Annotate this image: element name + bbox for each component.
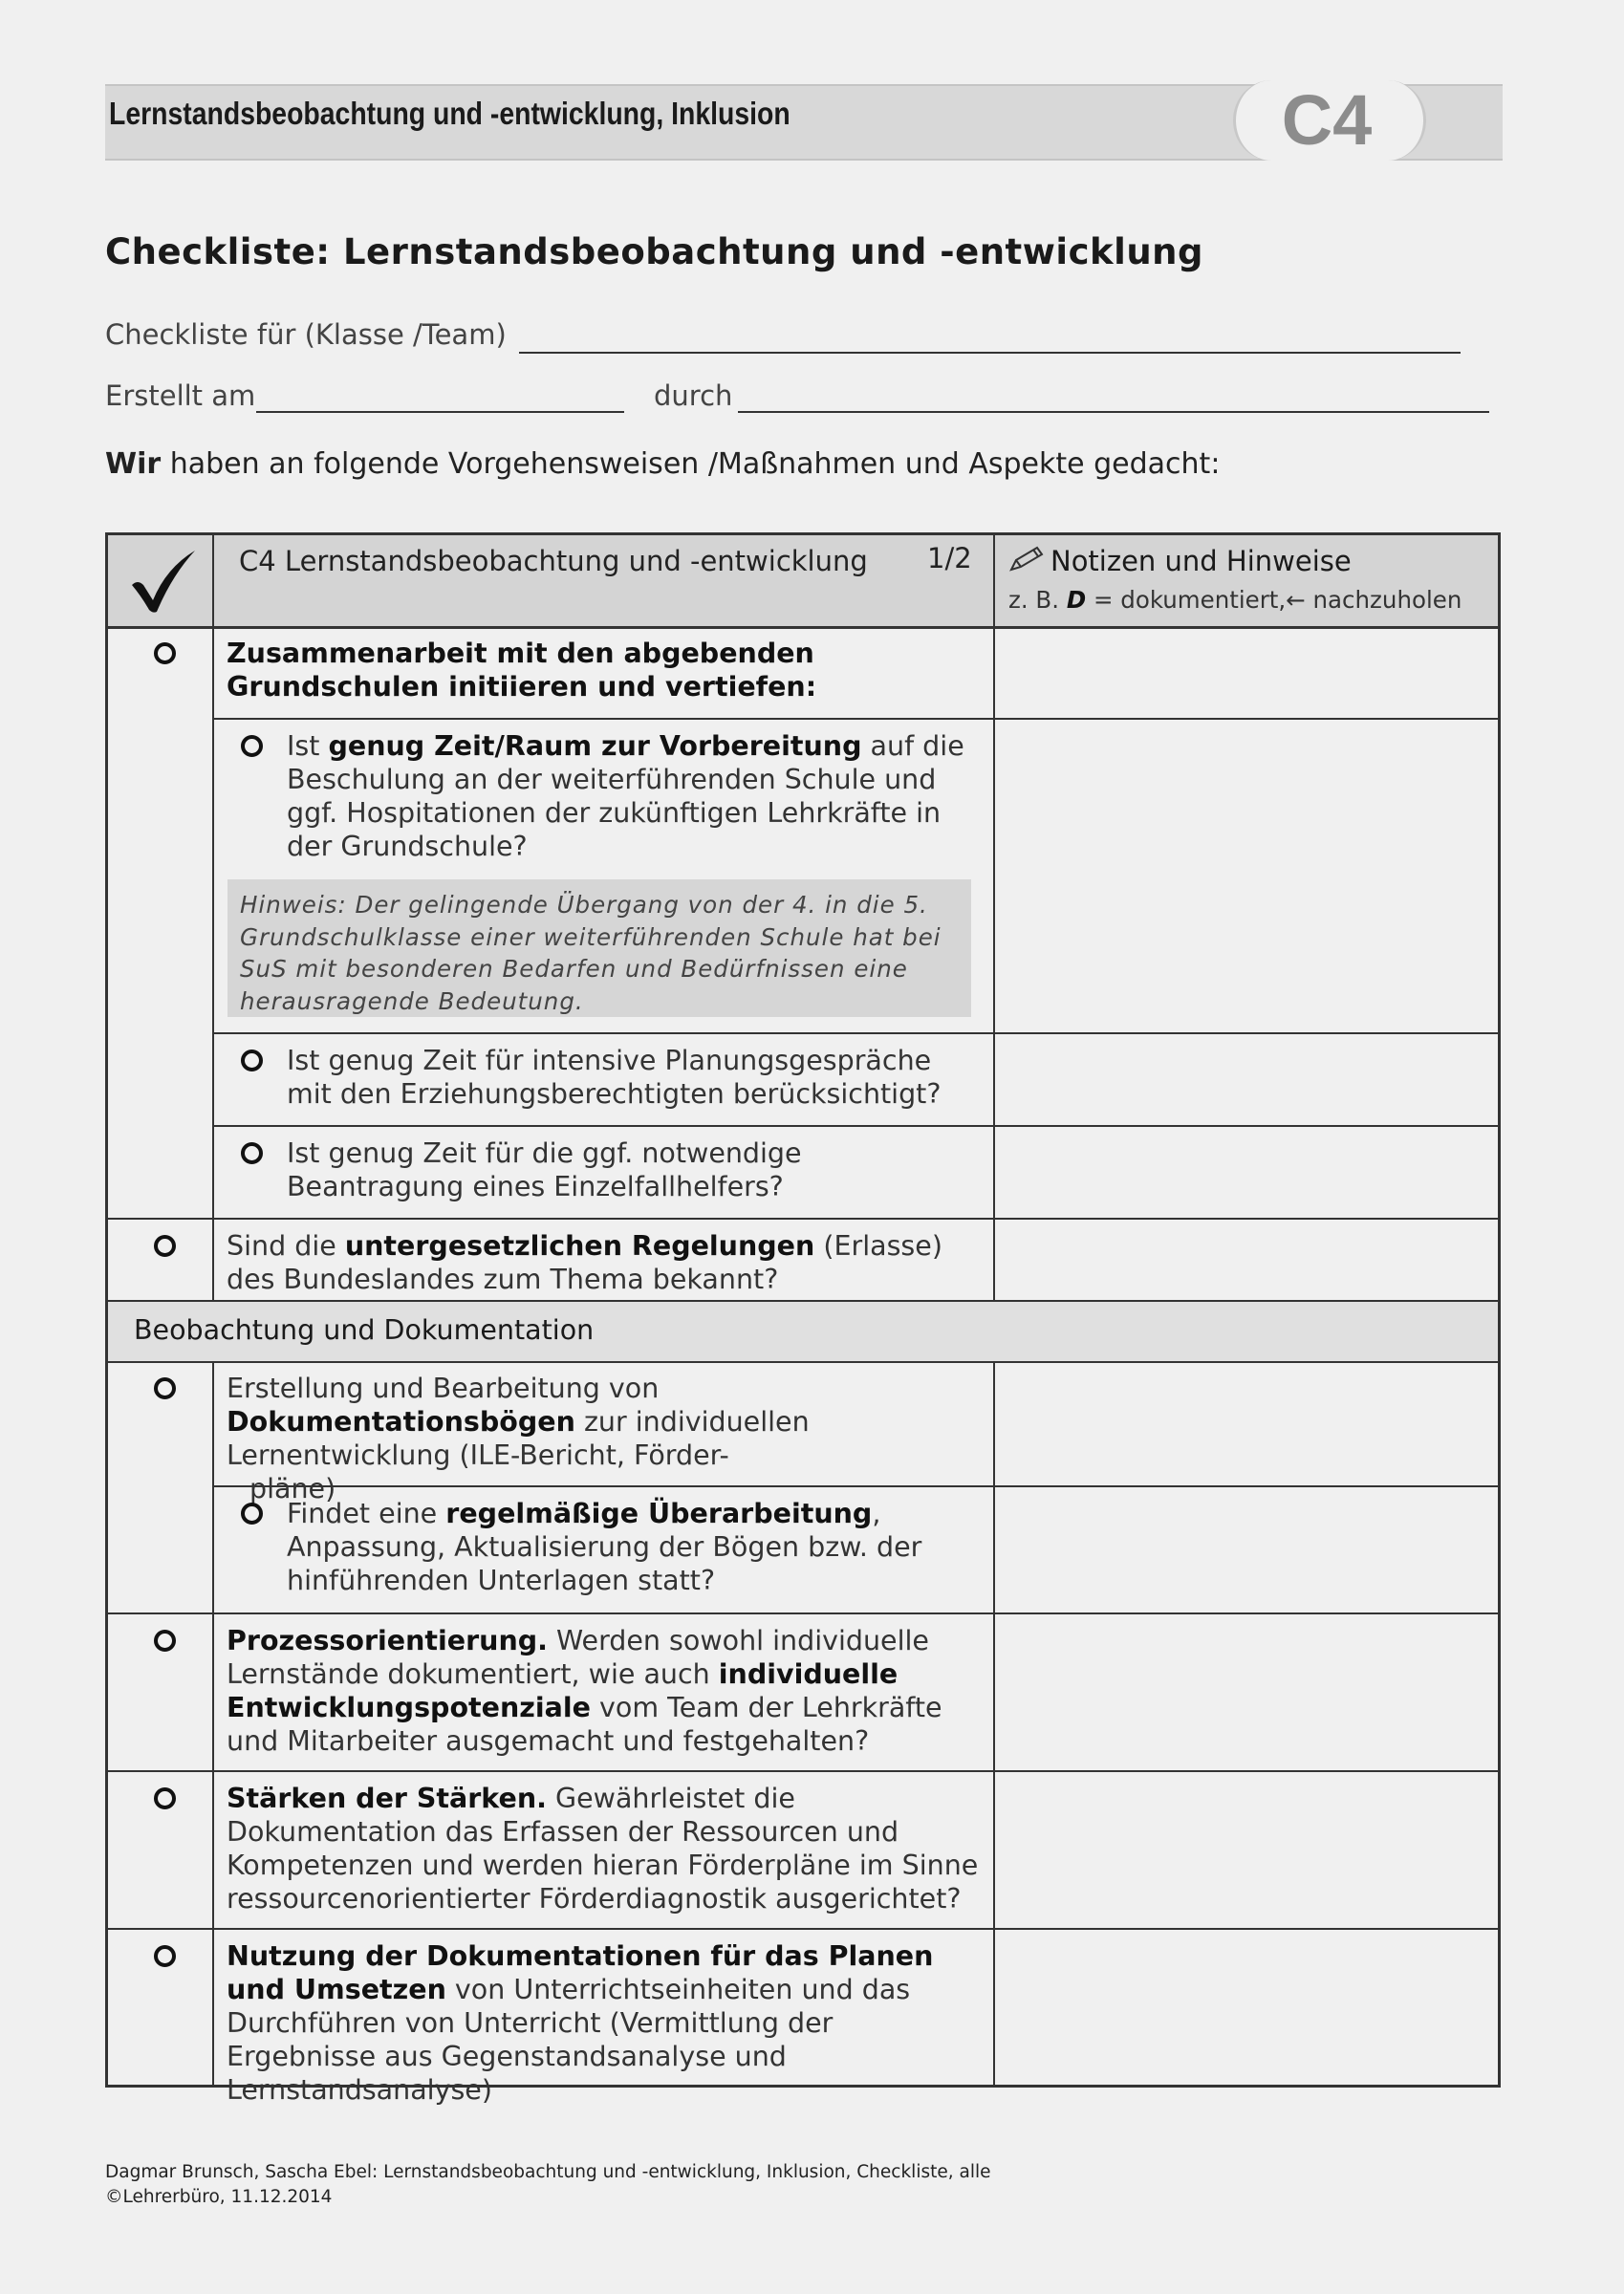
row3a-bold: regelmäßige Überarbeitung <box>445 1498 873 1529</box>
checkbox-circle[interactable] <box>154 1787 176 1809</box>
row4-bold1: Prozessorientierung. <box>227 1625 548 1656</box>
row4-post: vom Team der Lehrkräfte und Mitarbeiter ausgemacht und festgehalten? <box>227 1692 942 1757</box>
intro-text <box>105 447 1220 481</box>
chapter-code: C4 <box>1281 80 1373 160</box>
row3-bold: Dokumentationsbögen <box>227 1406 575 1438</box>
row2-bold: untergesetzlichen Regelungen <box>344 1230 815 1262</box>
section-label: Beobachtung und Dokumentation <box>134 1314 595 1346</box>
row3a-pre: Findet eine <box>287 1498 446 1529</box>
checkbox-circle[interactable] <box>154 1377 176 1399</box>
checkmark-icon <box>128 547 197 616</box>
row3-post: zur individuellen Lernentwicklung (ILE-Bericht, Förder- <box>227 1406 810 1471</box>
checkbox-circle[interactable] <box>154 1630 176 1652</box>
intro-bold: Wir <box>105 447 162 481</box>
created-field-line[interactable] <box>256 411 624 413</box>
by-field-line[interactable] <box>738 411 1489 413</box>
class-field-line[interactable] <box>519 352 1461 354</box>
row-line <box>105 1361 1501 1363</box>
checkbox-circle[interactable] <box>154 1235 176 1257</box>
notes-legend <box>1008 583 1462 617</box>
row5-bold: Stärken der Stärken. <box>227 1783 547 1814</box>
checkbox-circle[interactable] <box>241 735 263 757</box>
row3a-post: , Anpassung, Aktualisierung der Bögen bzw. der hinführenden Unterlagen statt? <box>287 1498 922 1596</box>
row1a-text <box>287 729 985 863</box>
notes-title: Notizen und Hinweise <box>1050 545 1352 577</box>
notes-prefix: z. B. <box>1008 586 1067 614</box>
row5-post: Gewährleistet die Dokumentation das Erfassen der Ressourcen und Kompetenzen und werden hieran Förderpläne im Sinne ressourcenorientierter Förderdiagnostik ausgerichtet? <box>227 1783 979 1915</box>
row3-pre: Erstellung und Bearbeitung von <box>227 1373 660 1404</box>
row1a-post: auf die Beschulung an der weiterführenden Schule und ggf. Hospitationen der zukünftigen Lehrkräfte in der Grundschule? <box>287 730 964 862</box>
row6-bold: Nutzung der Dokumentationen für das Planen und Umsetzen <box>227 1940 934 2005</box>
col-divider-2a <box>993 532 995 1302</box>
notes-suffix: = dokumentiert,← nachzuholen <box>1086 586 1462 614</box>
table-header-title: C4 Lernstandsbeobachtung und -entwicklung <box>239 545 868 577</box>
row-line <box>105 1300 1501 1302</box>
row3-text <box>227 1372 972 1505</box>
col-divider-1b <box>212 1361 214 2088</box>
footer-line1: Dagmar Brunsch, Sascha Ebel: Lernstandsbeobachtung und -entwicklung, Inklusion, Checkliste, alle <box>105 2162 991 2182</box>
intro-rest: haben an folgende Vorgehensweisen /Maßnahmen und Aspekte gedacht: <box>161 447 1221 481</box>
row1a-bold: genug Zeit/Raum zur Vorbereitung <box>328 730 862 762</box>
row-line <box>105 1770 1501 1772</box>
row-line <box>105 626 1501 629</box>
table-border-top <box>105 532 1501 535</box>
created-field-label: Erstellt am <box>105 379 256 412</box>
table-header-page: 1/2 <box>927 542 972 574</box>
row4-mid1: Werden sowohl individuelle Lernstände dokumentiert, wie auch <box>227 1625 929 1690</box>
row2-post: (Erlasse) des Bundeslandes zum Thema bekannt? <box>227 1230 942 1295</box>
row1a-pre: Ist <box>287 730 329 762</box>
subrow-line <box>212 1125 1501 1127</box>
subrow-line <box>212 718 1501 720</box>
footer <box>105 2160 991 2210</box>
row4-bold2: individuelle Entwicklungspotenziale <box>227 1658 899 1723</box>
col-divider-2b <box>993 1361 995 2088</box>
row3-post2: pläne) <box>249 1473 336 1504</box>
row2-pre: Sind die <box>227 1230 345 1262</box>
table-border-left <box>105 532 108 2088</box>
checkbox-circle[interactable] <box>154 1945 176 1967</box>
row1b-text: Ist genug Zeit für intensive Planungsgespräche mit den Erziehungsberechtigten berücksichtigt? <box>287 1045 942 1110</box>
row3a-text <box>287 1497 985 1597</box>
class-field-label: Checkliste für (Klasse /Team) <box>105 318 507 351</box>
notes-d: D <box>1066 586 1087 614</box>
col-divider-1a <box>212 532 214 1302</box>
row-line <box>105 1928 1501 1930</box>
row-line <box>105 1218 1501 1220</box>
checkbox-circle[interactable] <box>154 642 176 664</box>
row6-text <box>227 1939 972 2107</box>
checkbox-circle[interactable] <box>241 1050 263 1071</box>
footer-line2: ©Lehrerbüro, 11.12.2014 <box>105 2187 333 2207</box>
document-title: Checkliste: Lernstandsbeobachtung und -entwicklung <box>105 231 1204 272</box>
hint-text: Hinweis: Der gelingende Übergang von der 4. in die 5. Grundschulklasse einer weiterführenden Schule hat bei SuS mit besonderen Bedarfen und Bedürfnissen eine herausragende Bedeutung. <box>240 891 942 1015</box>
row5-text <box>227 1782 986 1915</box>
by-field-label: durch <box>654 379 733 412</box>
row1c-text: Ist genug Zeit für die ggf. notwendige Beantragung eines Einzelfallhelfers? <box>287 1137 802 1202</box>
row1-bold: Zusammenarbeit mit den abgebenden Grundschulen initiieren und vertiefen: <box>227 638 817 703</box>
checkbox-circle[interactable] <box>241 1142 263 1164</box>
checkbox-circle[interactable] <box>241 1503 263 1525</box>
row-line <box>105 1612 1501 1614</box>
header-title: Lernstandsbeobachtung und -entwicklung, Inklusion <box>109 96 790 131</box>
row2-text <box>227 1229 972 1296</box>
pencil-icon <box>1008 545 1045 574</box>
table-border-right <box>1498 532 1501 2088</box>
subrow-line <box>212 1032 1501 1034</box>
row6-post: von Unterrichtseinheiten und das Durchführen von Unterricht (Vermittlung der Ergebnisse aus Gegenstandsanalyse und Lernstandsanalyse) <box>227 1974 911 2106</box>
row4-text <box>227 1624 972 1758</box>
row1-text <box>227 637 982 703</box>
